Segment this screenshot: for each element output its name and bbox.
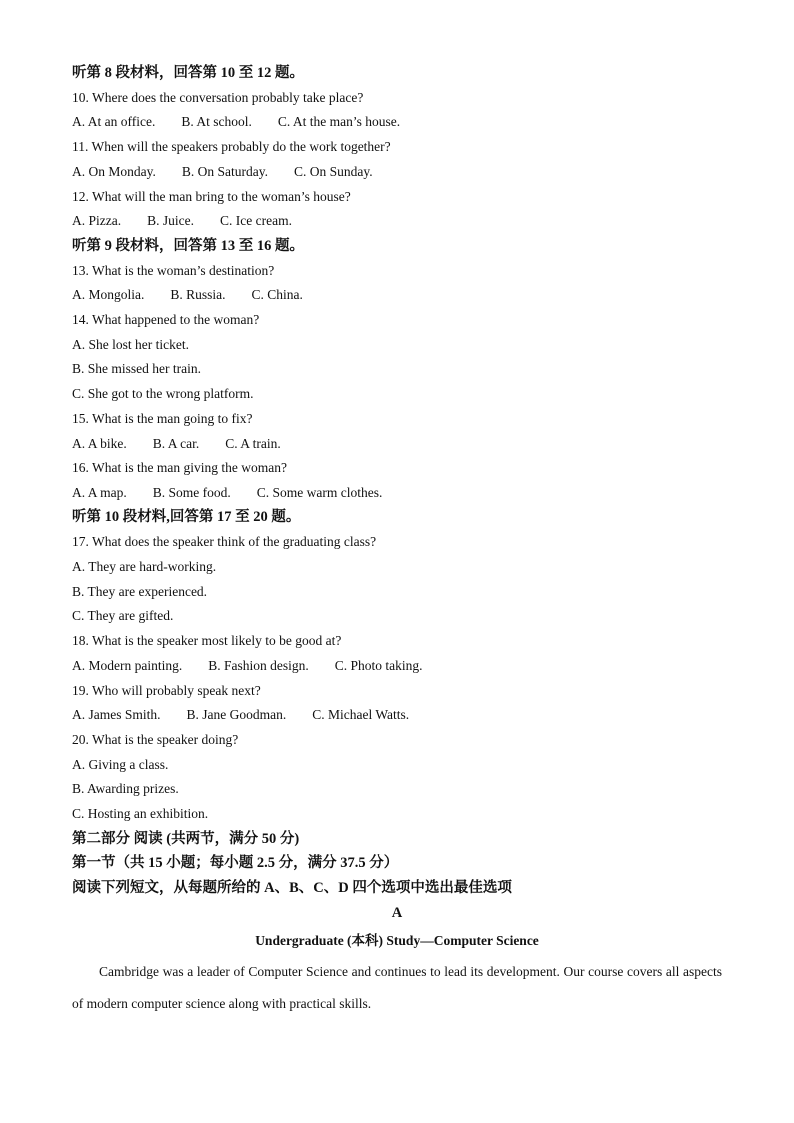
option-a: A. At an office. bbox=[72, 114, 156, 129]
question-17-stem: 17. What does the speaker think of the graduating class? bbox=[72, 534, 377, 549]
option-b: B. Fashion design. bbox=[208, 658, 309, 673]
question-17-option-c: C. They are gifted. bbox=[72, 608, 174, 623]
question-19-options bbox=[72, 706, 409, 724]
option-b: B. On Saturday. bbox=[181, 164, 268, 179]
option-c: C. China. bbox=[251, 287, 303, 302]
question-20-option-b: B. Awarding prizes. bbox=[72, 781, 179, 796]
passage-letter: A bbox=[391, 905, 403, 921]
question-20-option-a: A. Giving a class. bbox=[72, 757, 169, 772]
question-13-options bbox=[72, 286, 303, 304]
question-16-stem: 16. What is the man giving the woman? bbox=[72, 460, 287, 475]
section-heading-10: 听第 10 段材料,回答第 17 至 20 题。 bbox=[72, 509, 301, 525]
option-a: A. A bike. bbox=[72, 436, 127, 451]
question-18-stem: 18. What is the speaker most likely to be good at? bbox=[72, 633, 342, 648]
question-14-option-a: A. She lost her ticket. bbox=[72, 337, 189, 352]
question-16-options bbox=[72, 484, 382, 502]
question-15-stem: 15. What is the man going to fix? bbox=[72, 411, 253, 426]
option-c: C. Some warm clothes. bbox=[256, 485, 383, 500]
question-10-stem: 10. Where does the conversation probably take place? bbox=[72, 90, 364, 105]
option-c: C. Photo taking. bbox=[334, 658, 423, 673]
question-20-stem: 20. What is the speaker doing? bbox=[72, 732, 239, 747]
option-c: C. Ice cream. bbox=[219, 213, 292, 228]
question-12-options bbox=[72, 212, 292, 230]
option-a: A. James Smith. bbox=[72, 707, 161, 722]
question-10-options bbox=[72, 113, 400, 131]
question-12-stem: 12. What will the man bring to the woman’s house? bbox=[72, 189, 351, 204]
passage-paragraph: Cambridge was a leader of Computer Science and continues to lead its development. Our course covers all aspects of modern computer science along with practical skills. bbox=[72, 964, 722, 1011]
option-a: A. On Monday. bbox=[72, 164, 156, 179]
option-b: B. A car. bbox=[152, 436, 200, 451]
option-a: A. Mongolia. bbox=[72, 287, 145, 302]
option-b: B. Russia. bbox=[170, 287, 226, 302]
option-c: C. Michael Watts. bbox=[312, 707, 410, 722]
section-heading-9: 听第 9 段材料，回答第 13 至 16 题。 bbox=[72, 238, 304, 254]
question-19-stem: 19. Who will probably speak next? bbox=[72, 683, 261, 698]
question-13-stem: 13. What is the woman’s destination? bbox=[72, 263, 275, 278]
option-b: B. Juice. bbox=[147, 213, 194, 228]
question-15-options bbox=[72, 435, 281, 453]
option-a: A. Modern painting. bbox=[72, 658, 183, 673]
question-18-options bbox=[72, 657, 423, 675]
option-b: B. At school. bbox=[181, 114, 252, 129]
option-a: A. Pizza. bbox=[72, 213, 122, 228]
option-b: B. Some food. bbox=[152, 485, 231, 500]
passage-title: Undergraduate (本科) Study—Computer Science bbox=[255, 933, 539, 948]
option-c: C. At the man’s house. bbox=[277, 114, 401, 129]
question-17-option-a: A. They are hard-working. bbox=[72, 559, 217, 574]
question-14-option-b: B. She missed her train. bbox=[72, 361, 201, 376]
option-a: A. A map. bbox=[72, 485, 127, 500]
section-heading-8: 听第 8 段材料，回答第 10 至 12 题。 bbox=[72, 65, 304, 81]
question-11-stem: 11. When will the speakers probably do the work together? bbox=[72, 139, 391, 154]
section-one-heading: 第一节（共 15 小题；每小题 2.5 分，满分 37.5 分） bbox=[72, 855, 399, 871]
question-14-option-c: C. She got to the wrong platform. bbox=[72, 386, 254, 401]
option-b: B. Jane Goodman. bbox=[186, 707, 287, 722]
question-14-stem: 14. What happened to the woman? bbox=[72, 312, 260, 327]
part-two-heading: 第二部分 阅读 (共两节，满分 50 分) bbox=[72, 831, 300, 847]
question-17-option-b: B. They are experienced. bbox=[72, 584, 208, 599]
option-c: C. On Sunday. bbox=[294, 164, 373, 179]
question-11-options bbox=[72, 163, 373, 181]
option-c: C. A train. bbox=[225, 436, 281, 451]
instructions: 阅读下列短文，从每题所给的 A、B、C、D 四个选项中选出最佳选项 bbox=[72, 880, 512, 896]
question-20-option-c: C. Hosting an exhibition. bbox=[72, 806, 209, 821]
